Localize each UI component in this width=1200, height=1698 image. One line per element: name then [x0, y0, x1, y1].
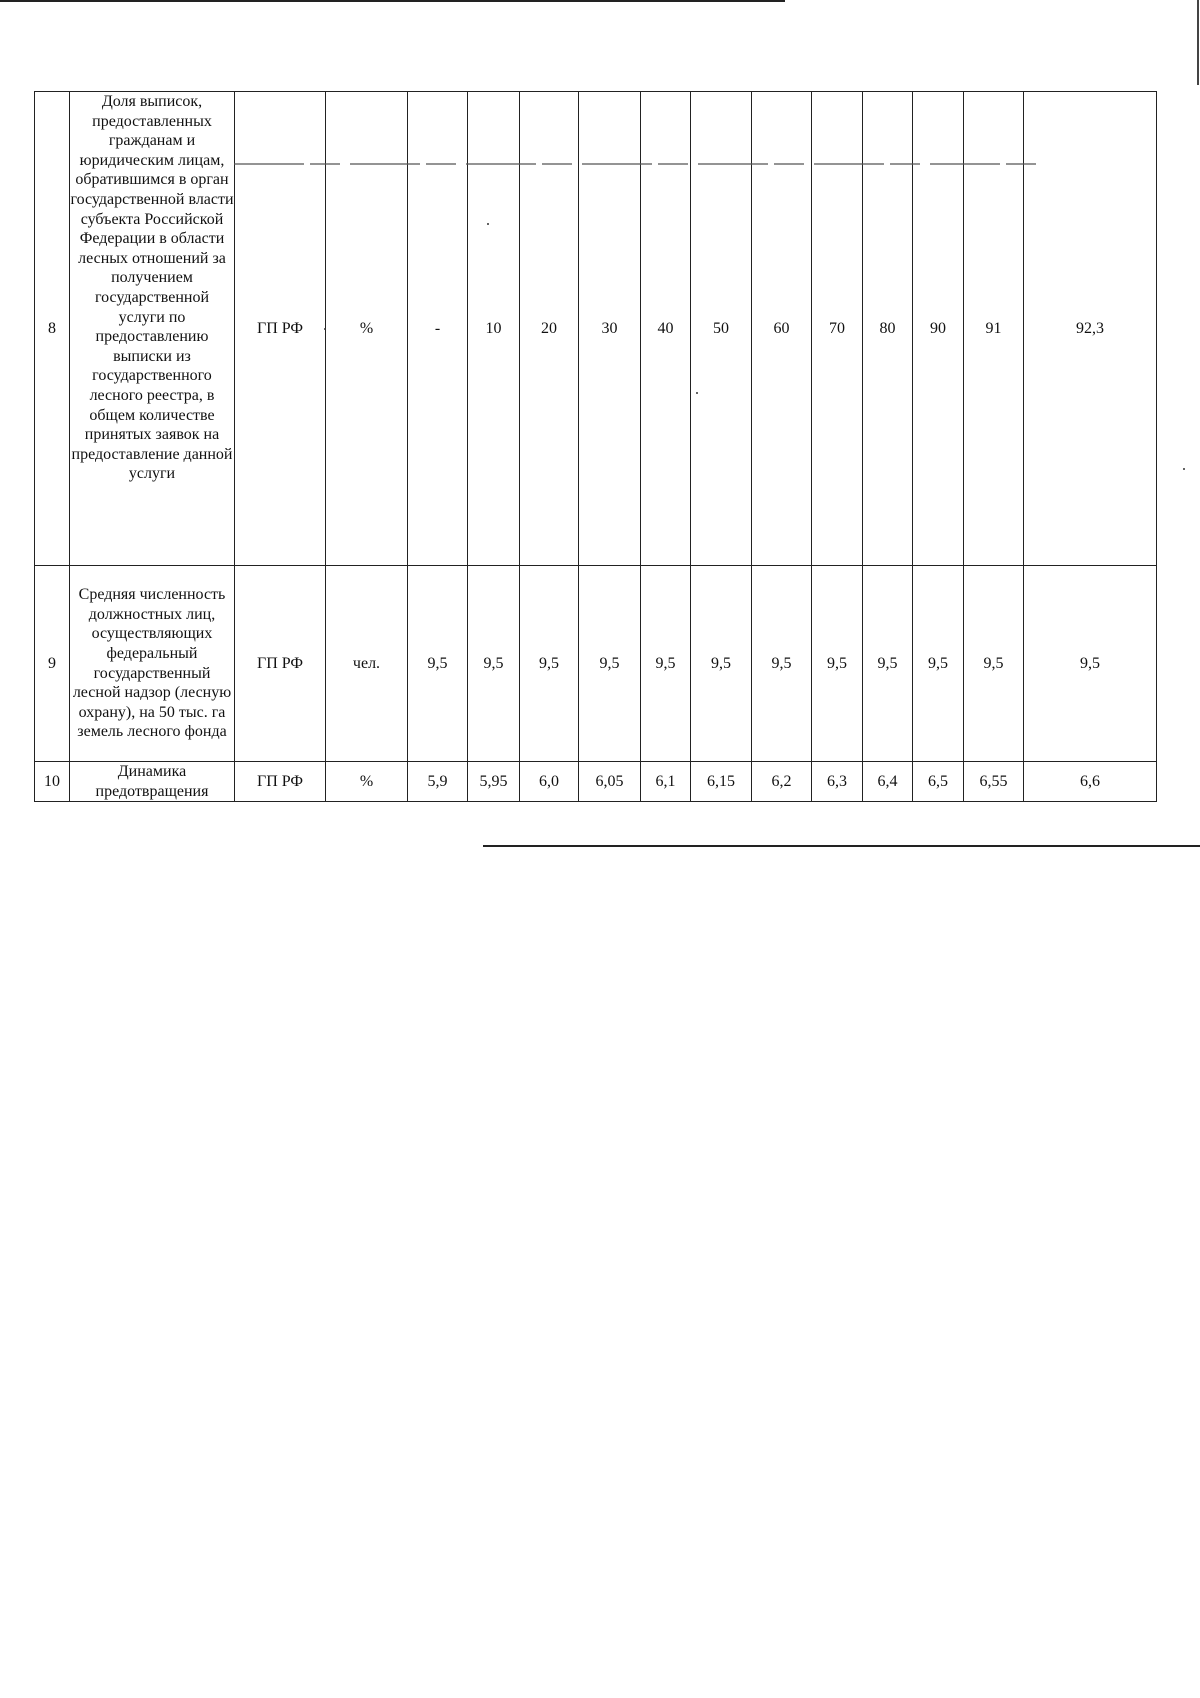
value-cell: -: [408, 92, 468, 566]
indicator-name: Средняя численность должностных лиц, осуществляющих федеральный государственный лесной надзор (лесную охрану), на 50 тыс. га земель лесного фонда: [70, 566, 235, 762]
scan-dash-line: [234, 162, 1044, 166]
value-cell: 9,5: [964, 566, 1024, 762]
value-cell: 6,4: [863, 762, 913, 802]
scan-speck: [487, 223, 489, 225]
scan-edge-bottom: [483, 845, 1200, 847]
table-row: [35, 566, 1157, 762]
value-cell: 92,3: [1024, 92, 1157, 566]
value-cell: 5,9: [408, 762, 468, 802]
unit-cell: %: [326, 762, 408, 802]
value-cell: 9,5: [1024, 566, 1157, 762]
source-cell: ГП РФ: [235, 566, 326, 762]
value-cell: 9,5: [520, 566, 579, 762]
value-cell: 5,95: [468, 762, 520, 802]
row-number: 9: [35, 566, 70, 762]
value-cell: 10: [468, 92, 520, 566]
value-cell: 80: [863, 92, 913, 566]
scan-speck: [1183, 468, 1185, 470]
scan-speck: [324, 328, 326, 330]
value-cell: 9,5: [812, 566, 863, 762]
source-cell: ГП РФ: [235, 92, 326, 566]
unit-cell: %: [326, 92, 408, 566]
value-cell: 9,5: [752, 566, 812, 762]
value-cell: 9,5: [913, 566, 964, 762]
indicator-name: Доля выписок, предоставленных гражданам и юридическим лицам, обратившимся в орган государственной власти субъекта Российской Федерации в области лесных отношений за получением государственной услуги по предоставлению выписки из государственного лесного реестра, в общем количестве принятых заявок на предоставление данной услуги: [70, 92, 235, 566]
value-cell: 30: [579, 92, 641, 566]
row-number: 8: [35, 92, 70, 566]
value-cell: 6,0: [520, 762, 579, 802]
value-cell: 9,5: [579, 566, 641, 762]
indicator-name: Динамика предотвращения: [70, 762, 235, 802]
scan-speck: [696, 392, 698, 394]
value-cell: 6,3: [812, 762, 863, 802]
indicators-table: [34, 91, 1157, 802]
scan-edge-right: [1197, 0, 1199, 85]
value-cell: 70: [812, 92, 863, 566]
value-cell: 60: [752, 92, 812, 566]
value-cell: 6,05: [579, 762, 641, 802]
table-row: [35, 762, 1157, 802]
value-cell: 6,5: [913, 762, 964, 802]
unit-cell: чел.: [326, 566, 408, 762]
value-cell: 9,5: [691, 566, 752, 762]
row-number: 10: [35, 762, 70, 802]
value-cell: 6,15: [691, 762, 752, 802]
value-cell: 50: [691, 92, 752, 566]
value-cell: 90: [913, 92, 964, 566]
value-cell: 40: [641, 92, 691, 566]
value-cell: 9,5: [408, 566, 468, 762]
value-cell: 9,5: [468, 566, 520, 762]
value-cell: 6,2: [752, 762, 812, 802]
value-cell: 9,5: [863, 566, 913, 762]
scan-edge-top: [0, 0, 785, 2]
value-cell: 6,55: [964, 762, 1024, 802]
value-cell: 9,5: [641, 566, 691, 762]
value-cell: 6,1: [641, 762, 691, 802]
source-cell: ГП РФ: [235, 762, 326, 802]
value-cell: 20: [520, 92, 579, 566]
value-cell: 91: [964, 92, 1024, 566]
value-cell: 6,6: [1024, 762, 1157, 802]
